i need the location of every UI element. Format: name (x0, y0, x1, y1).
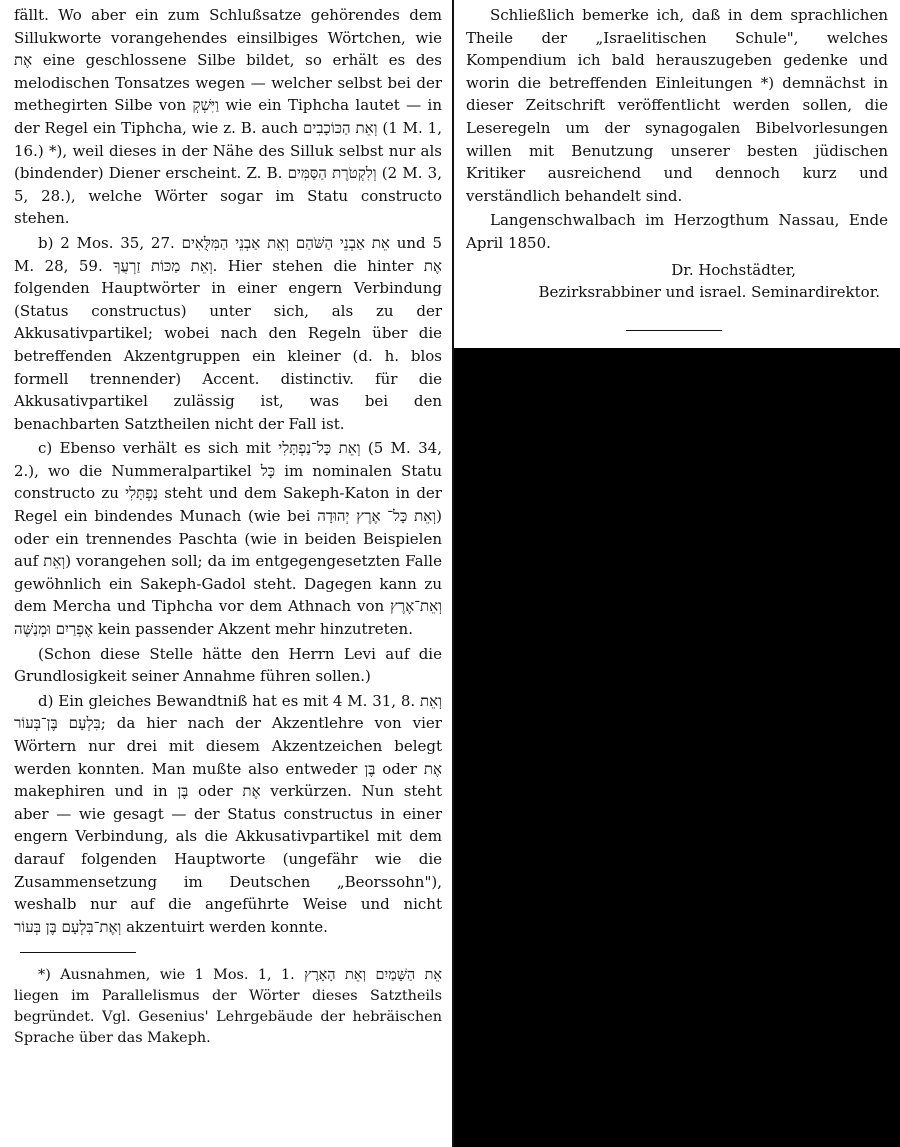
paragraph-a: fällt. Wo aber ein zum Schlußsatze gehörendes dem Sillukworte vorangehendes einsilbiges Wörtchen, wie אֶת eine geschlossene Silbe bildet, so erhält es des melodischen Tonsatzes wegen — welcher selbst bei der methegirten Silbe von וַיִּשְׁקְ wie ein Tiphcha lautet — in der Regel ein Tiphcha, wie z. B. auch וְאֵת הַכּוֹכָבִים (1 M. 1, 16.) *), weil dieses in der Nähe des Silluk selbst nur als (bindender) Diener erscheint. Z. B. וְלִקְטֹרֶת הַסַּמִּים (2 M. 3, 5, 28.), welche Wörter sogar im Statu constructo stehen. (14, 6, 442, 228)
closing-paragraph: Schließlich bemerke ich, daß in dem sprachlichen Theile der „Israelitischen Schule", welches Kompendium ich bald herauszugeben gedenke und worin die betreffenden Einleitungen *) demnächst in dieser Zeitschrift veröffentlicht werden sollen, die Leseregeln um der synagogalen Bibelvorlesungen willen mit Benutzung unserer besten jüdischen Kritiker ausreichend und dennoch kurz und verständlich behandelt sind. (466, 6, 888, 205)
signature-name: Dr. Hochstädter, (671, 260, 796, 279)
left-column (14, 4, 442, 1049)
footnote-separator (20, 952, 136, 953)
right-column (466, 4, 888, 331)
signature-title: Bezirksrabbiner und israel. Seminardirektor. (538, 283, 880, 302)
black-area (454, 348, 900, 1147)
paragraph-b: b) 2 Mos. 35, 27. אֵת אַבְנֵי הַשֹּׁהַם וְאֵת אַבְנֵי הַמִּלֻּאִים und 5 M. 28, 59. וְאֵת מַכּוֹת זַרְעֲךָ. Hier stehen die hinter אֶת folgenden Hauptwörter in einer engern Verbindung (Status constructus) unter sich, als zu der Akkusativpartikel; wobei nach den Regeln über die betreffenden Akzentgruppen ein kleiner (d. h. blos formell trennender) Accent. distinctiv. für die Akkusativpartikel zulässig ist, was bei den benachbarten Satztheilen nicht der Fall ist. (14, 233, 443, 433)
place-date: Langenschwalbach im Herzogthum Nassau, Ende April 1850. (466, 211, 888, 252)
end-rule (626, 330, 722, 331)
paragraph-d: d) Ein gleiches Bewandtniß hat es mit 4 M. 31, 8. וְאֵת בִּלְעָם בֶּן־בְּעוֹר; da hier nach der Akzentlehre von vier Wörtern nur drei mit diesem Akzentzeichen belegt werden konnten. Man mußte also entweder בֶּן oder אֶת makephiren und in בֶּן oder אֶת verkürzen. Nun steht aber — wie gesagt — der Status constructus in einer engern Verbindung, als die Akkusativpartikel mit dem darauf folgenden Hauptworte (ungefähr wie die Zusammensetzung im Deutschen „Beorssohn"), weshalb nur auf die angeführte Weise und nicht וְאֶת־בִּלְעָם בֶּן בְּעוֹר akzentuirt werden konnte. (14, 691, 442, 936)
paragraph-c: c) Ebenso verhält es sich mit וְאֵת כָּל־נַפְתָּלִי (5 M. 34, 2.), wo die Nummeralpartikel כָּל im nominalen Statu constructo zu נַפְתָּלִי steht und dem Sakeph-Katon in der Regel ein bindendes Munach (wie bei וְאֵת כָּל־ אֶרֶץ יְהוּדָה) oder ein trennendes Paschta (wie in beiden Beispielen auf וְאֵת) vorangehen soll; da im entgegengesetzten Falle gewöhnlich ein Sakeph-Gadol steht. Dagegen kann zu dem Mercha und Tiphcha vor dem Athnach von וְאֵת־אֶרֶץ אֶפְרַיִם וּמְנַשֶּׁה kein passender Akzent mehr hinzutreten. (14, 439, 442, 639)
paragraph-note: (Schon diese Stelle hätte den Herrn Levi auf die Grundlosigkeit seiner Annahme führen sollen.) (14, 644, 442, 686)
footnote: *) Ausnahmen, wie 1 Mos. 1, 1. אֵת הַשָּׁמַיִם וְאֵת הָאָרֶץ liegen im Parallelismus der Wörter dieses Satztheils begründet. Vgl. Gesenius' Lehrgebäude der hebräischen Sprache über das Makeph. (14, 967, 442, 1047)
